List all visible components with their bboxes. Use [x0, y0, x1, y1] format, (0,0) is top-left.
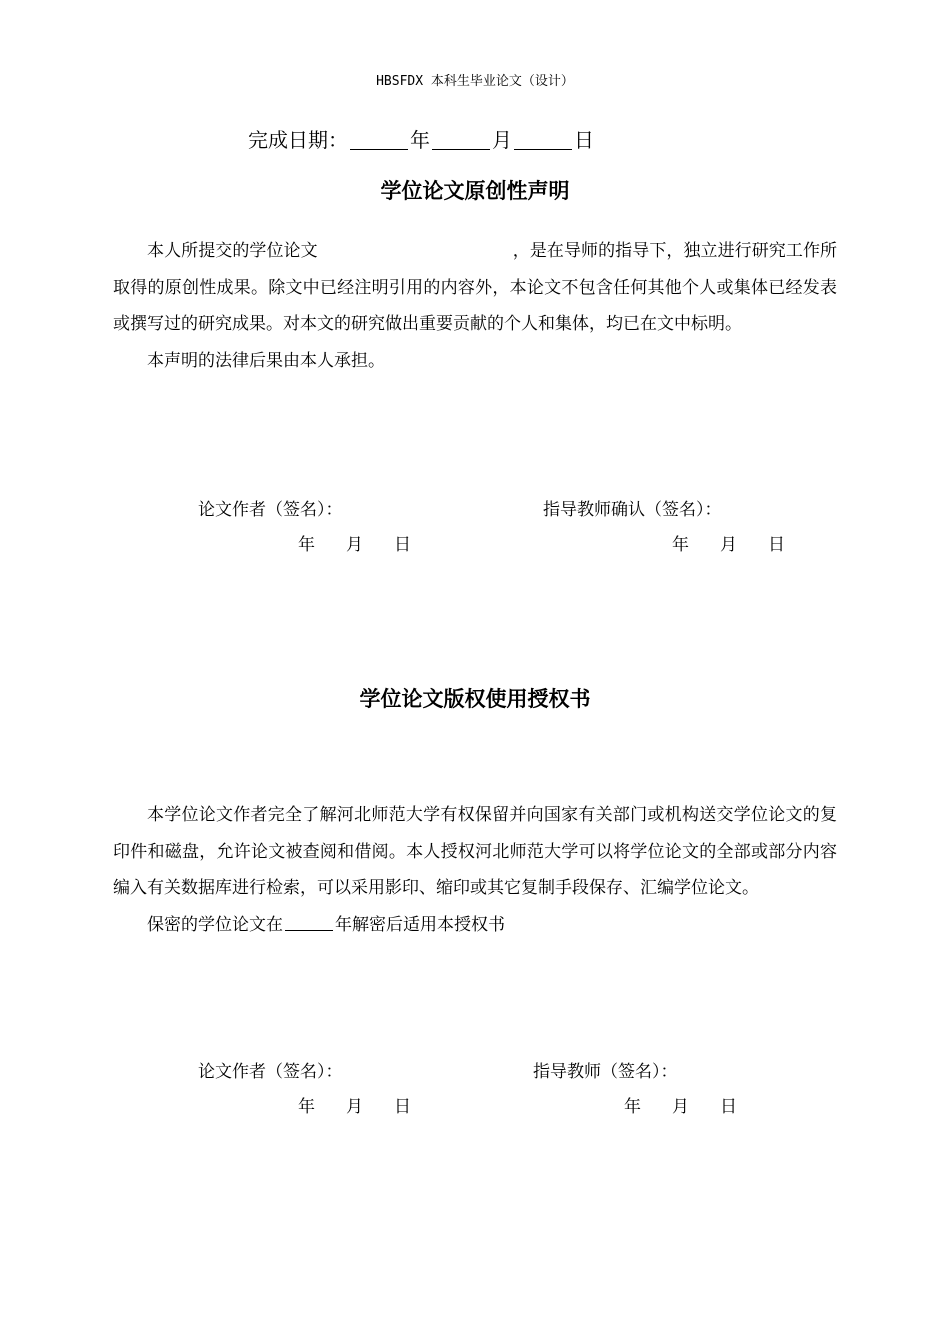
originality-author-date: 年 月 日 — [298, 535, 411, 555]
completion-date-label: 完成日期： — [248, 128, 348, 152]
completion-date-line — [248, 126, 594, 154]
copyright-author-date: 年 月 日 — [298, 1097, 411, 1117]
year-label: 年 — [410, 128, 430, 152]
copyright-paragraph-2: 保密的学位论文在 年解密后适用本授权书 — [147, 914, 505, 935]
originality-advisor-date: 年 月 日 — [672, 535, 785, 555]
originality-paragraph-2: 本声明的法律后果由本人承担。 — [147, 350, 385, 371]
copyright-author-signature: 论文作者（签名）： — [198, 1062, 343, 1082]
originality-advisor-signature: 指导教师确认（签名）： — [543, 500, 722, 520]
day-label: 日 — [574, 128, 594, 152]
originality-body — [113, 233, 837, 379]
years-blank — [285, 916, 333, 931]
month-label: 月 — [492, 128, 512, 152]
page-header: HBSFDX 本科生毕业论文（设计） — [376, 74, 574, 89]
originality-paragraph-1: 本人所提交的学位论文 ，是在导师的指导下，独立进行研究工作所取得的原创性成果。除文中已经注明引用的内容外，本论文不包含任何其他个人或集体已经发表或撰写过的研究成果。对本文的研究做出重要贡献的个人和集体，均已在文中标明。 — [113, 241, 838, 334]
day-blank — [514, 129, 572, 150]
year-blank — [350, 129, 408, 150]
originality-author-signature: 论文作者（签名）： — [198, 500, 343, 520]
copyright-body — [113, 797, 837, 943]
copyright-title: 学位论文版权使用授权书 — [359, 687, 591, 711]
copyright-advisor-date: 年 月 日 — [624, 1097, 737, 1117]
month-blank — [432, 129, 490, 150]
copyright-paragraph-1: 本学位论文作者完全了解河北师范大学有权保留并向国家有关部门或机构送交学位论文的复印件和磁盘，允许论文被查阅和借阅。本人授权河北师范大学可以将学位论文的全部或部分内容编入有关数据库进行检索，可以采用影印、缩印或其它复制手段保存、汇编学位论文。 — [113, 805, 837, 898]
originality-title: 学位论文原创性声明 — [380, 179, 570, 203]
copyright-advisor-signature: 指导教师（签名）： — [533, 1062, 678, 1082]
